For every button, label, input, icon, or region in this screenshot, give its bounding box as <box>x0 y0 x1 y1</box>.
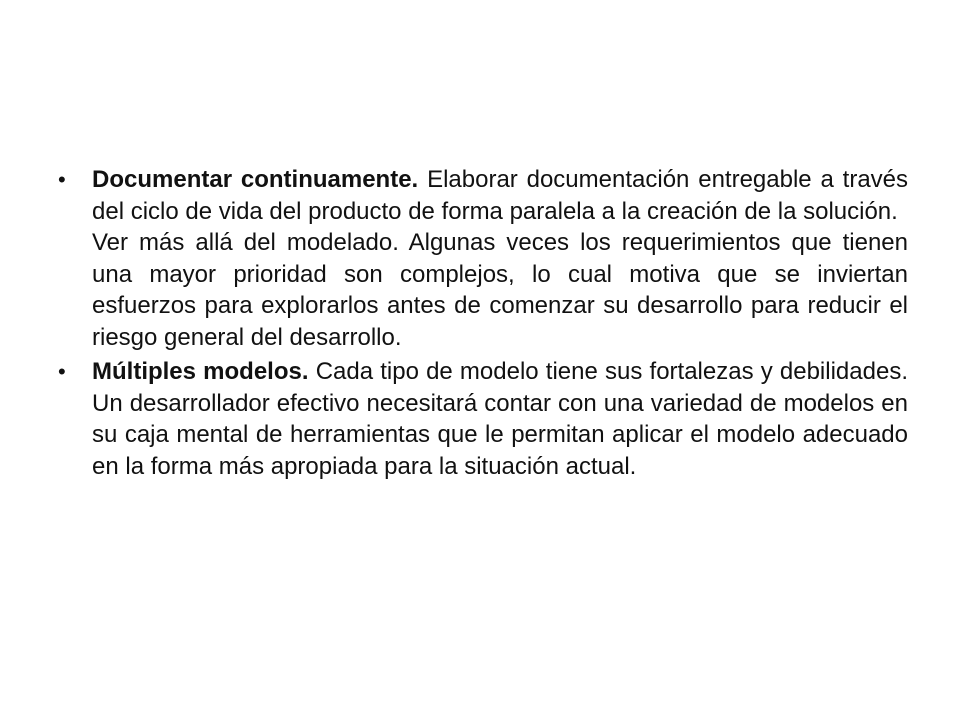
bullet-text: Cada tipo de modelo tiene sus fortalezas y debilidades. Un desarrollador efectivo necesitará contar con una variedad de modelos en su caja mental de herramientas que le permitan aplicar el modelo adecuado en la forma más apropiada para la situación actual. <box>92 358 908 480</box>
bullet-multiples-modelos <box>56 356 908 482</box>
bullet-lead: Documentar continuamente. <box>92 166 419 193</box>
bullet-text: Elaborar documentación entregable a través del ciclo de vida del producto de forma paralela a la creación de la solución. <box>92 166 909 225</box>
bullet-icon: • <box>58 359 66 384</box>
bullet-lead: Múltiples modelos. <box>92 358 309 385</box>
bullet-list <box>56 164 908 485</box>
bullet-documentar-continuamente <box>56 164 908 353</box>
bullet-text-continued: Ver más allá del modelado. Algunas veces los requerimientos que tienen una mayor prioridad son complejos, lo cual motiva que se inviertan esfuerzos para explorarlos antes de comenzar su desarrollo para reducir el riesgo general del desarrollo. <box>92 229 908 351</box>
bullet-icon: • <box>58 167 66 192</box>
